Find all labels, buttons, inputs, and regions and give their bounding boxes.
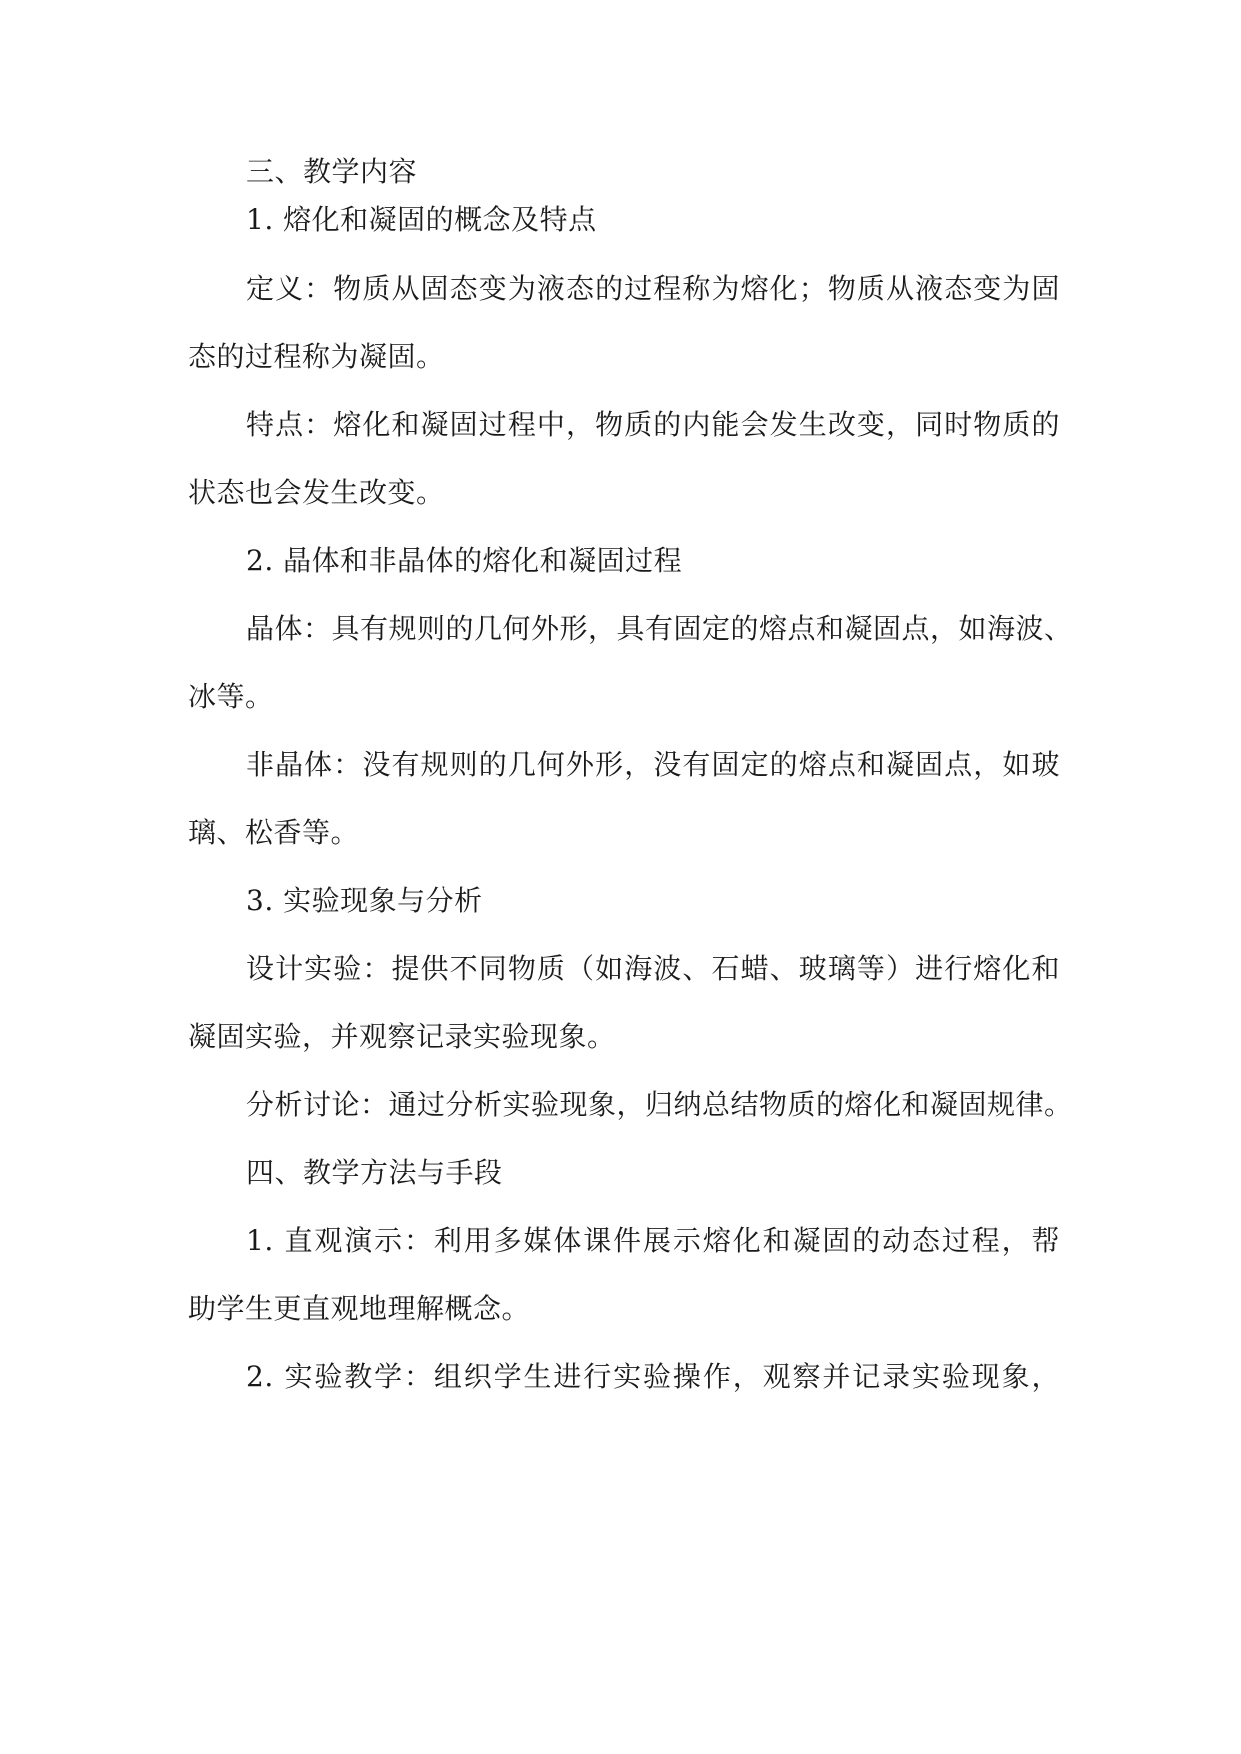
section-heading-teaching-content: 三、教学内容 <box>246 155 418 188</box>
subheading-experiment-analysis: 3. 实验现象与分析 <box>246 884 483 917</box>
paragraph-amorphous-line-1: 非晶体：没有规则的几何外形，没有固定的熔点和凝固点，如玻 <box>246 748 1060 781</box>
paragraph-crystal-line-2: 冰等。 <box>188 680 274 713</box>
paragraph-analysis-discussion: 分析讨论：通过分析实验现象，归纳总结物质的熔化和凝固规律。 <box>246 1088 1073 1121</box>
subheading-concept-features: 1. 熔化和凝固的概念及特点 <box>246 203 597 236</box>
paragraph-definition-line-1: 定义：物质从固态变为液态的过程称为熔化；物质从液态变为固 <box>246 272 1060 305</box>
paragraph-demonstration-line-1: 1. 直观演示：利用多媒体课件展示熔化和凝固的动态过程，帮 <box>246 1224 1060 1257</box>
document-page <box>188 0 1073 1754</box>
paragraph-experiment-teaching-line-1: 2. 实验教学：组织学生进行实验操作，观察并记录实验现象， <box>246 1360 1060 1393</box>
paragraph-definition-line-2: 态的过程称为凝固。 <box>188 340 445 373</box>
paragraph-demonstration-line-2: 助学生更直观地理解概念。 <box>188 1292 531 1325</box>
subheading-crystal-process: 2. 晶体和非晶体的熔化和凝固过程 <box>246 544 683 577</box>
paragraph-design-experiment-line-1: 设计实验：提供不同物质（如海波、石蜡、玻璃等）进行熔化和 <box>246 952 1060 985</box>
paragraph-amorphous-line-2: 璃、松香等。 <box>188 816 360 849</box>
paragraph-features-line-1: 特点：熔化和凝固过程中，物质的内能会发生改变，同时物质的 <box>246 408 1060 441</box>
paragraph-design-experiment-line-2: 凝固实验，并观察记录实验现象。 <box>188 1020 616 1053</box>
paragraph-features-line-2: 状态也会发生改变。 <box>188 476 445 509</box>
paragraph-crystal-line-1: 晶体：具有规则的几何外形，具有固定的熔点和凝固点，如海波、 <box>246 612 1073 645</box>
section-heading-methods: 四、教学方法与手段 <box>246 1156 503 1189</box>
